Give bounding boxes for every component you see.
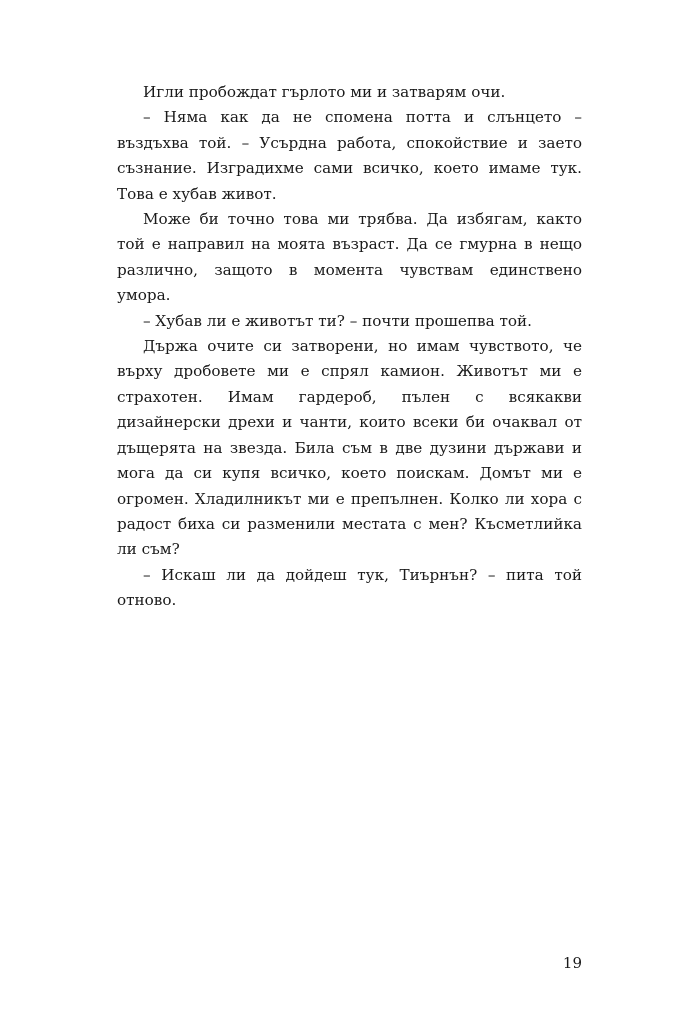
page-number: 19 bbox=[562, 954, 582, 972]
paragraph-6: – Искаш ли да дойдеш тук, Тиърнън? – пита той отново. bbox=[117, 565, 582, 610]
paragraph-1: Игли пробождат гърлото ми и затварям очи. bbox=[143, 83, 506, 101]
body-text bbox=[117, 80, 582, 614]
paragraph-2: – Няма как да не спомена потта и слънцето – въздъхва той. – Усърдна работа, спокойствие и заето съзнание. Изградихме сами всичко, което имаме тук. Това е хубав живот. bbox=[117, 108, 582, 203]
paragraph-3: Може би точно това ми трябва. Да избягам, както той е направил на моята възраст. Да се гмурна в нещо различно, защото в момента чувствам единствено умора. bbox=[117, 210, 582, 305]
paragraph-5: Държа очите си затворени, но имам чувството, че върху дробовете ми е спрял камион. Животът ми е страхотен. Имам гардероб, пълен с всякакви дизайнерски дрехи и чанти, които всеки би очаквал от дъщерята на звезда. Била съм в две дузини държави и мога да си купя всичко, което поискам. Домът ми е огромен. Хладилникът ми е препълнен. Колко ли хора с радост биха си разменили местата с мен? Късметлийка ли съм? bbox=[117, 337, 582, 559]
paragraph-4: – Хубав ли е животът ти? – почти прошепва той. bbox=[143, 311, 532, 330]
